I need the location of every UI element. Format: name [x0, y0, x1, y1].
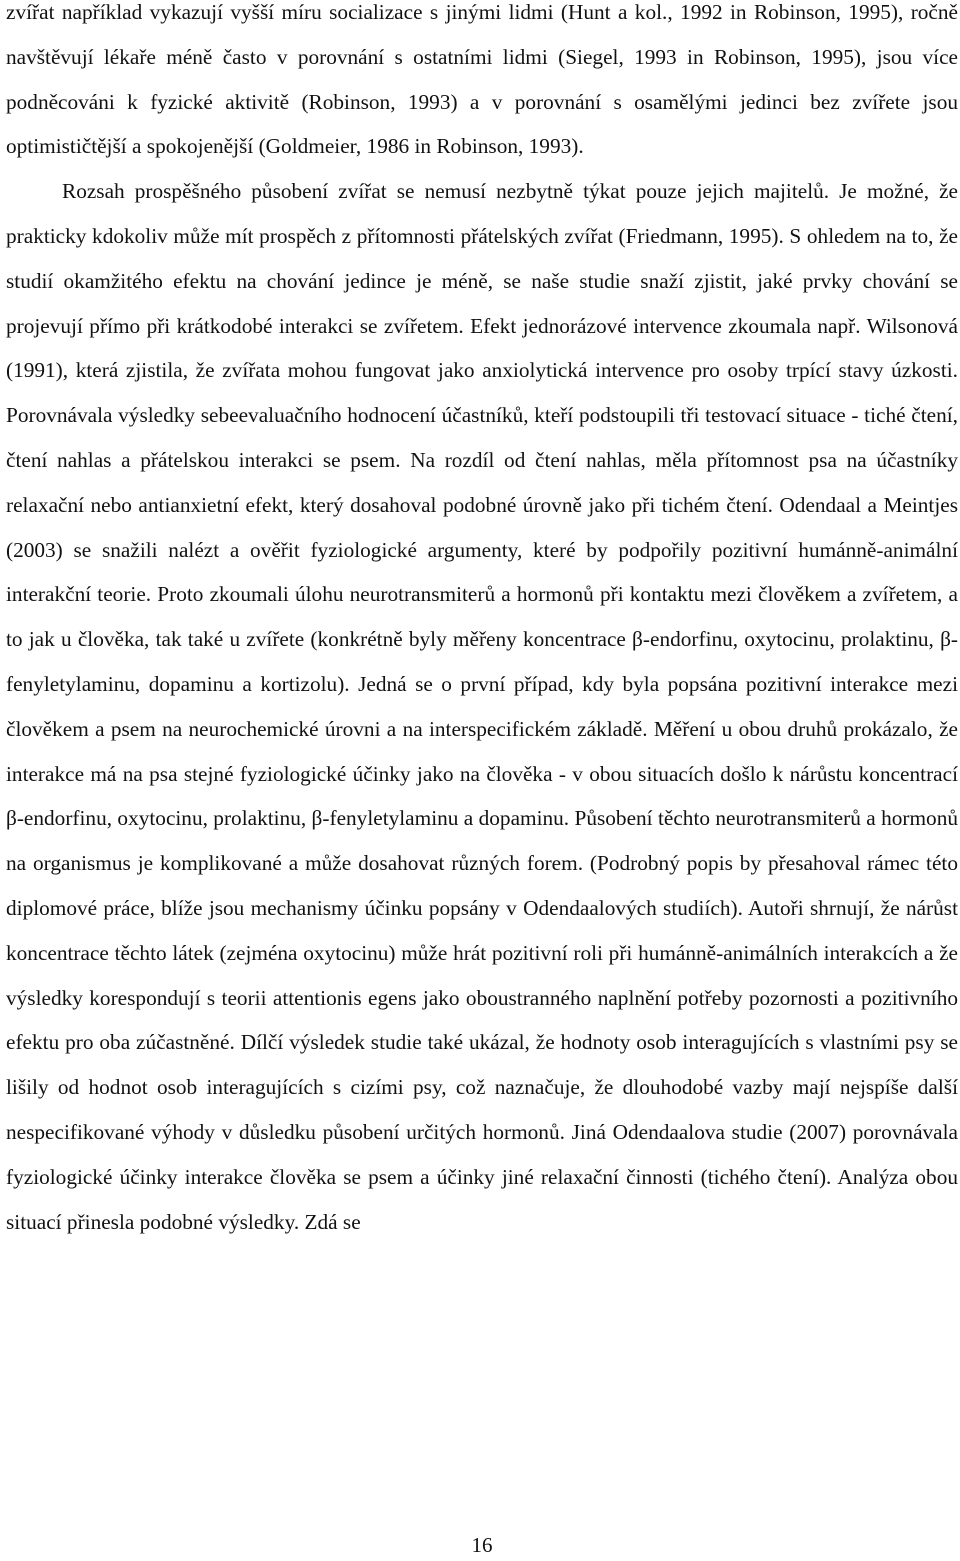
paragraph-main: Rozsah prospěšného působení zvířat se nemusí nezbytně týkat pouze jejich majitelů. Je možné, že prakticky kdokoliv může mít prospěch z přítomnosti přátelských zvířat (Friedmann, 1995). S ohledem na to, že studií okamžitého efektu na chování jedince je méně, se naše studie snaží zjistit, jaké prvky chování se projevují přímo při krátkodobé interakci se zvířetem. Efekt jednorázové intervence zkoumala např. Wilsonová (1991), která zjistila, že zvířata mohou fungovat jako anxiolytická intervence pro osoby trpící stavy úzkosti. Porovnávala výsledky sebeevaluačního hodnocení účastníků, kteří podstoupili tři testovací situace - tiché čtení, čtení nahlas a přátelskou interakci se psem. Na rozdíl od čtení nahlas, měla přítomnost psa na účastníky relaxační nebo antianxietní efekt, který dosahoval podobné úrovně jako při tichém čtení. Odendaal a Meintjes (2003) se snažili nalézt a ověřit fyziologické argumenty, které by podpořily pozitivní humánně-animální interakční teorie. Proto zkoumali úlohu neurotransmiterů a hormonů při kontaktu mezi člověkem a zvířetem, a to jak u člověka, tak také u zvířete (konkrétně byly měřeny koncentrace β-endorfinu, oxytocinu, prolaktinu, β-fenyletylaminu, dopaminu a kortizolu). Jedná se o první případ, kdy byla popsána pozitivní interakce mezi člověkem a psem na neurochemické úrovni a na interspecifickém základě. Měření u obou druhů prokázalo, že interakce má na psa stejné fyziologické účinky jako na člověka - v obou situacích došlo k nárůstu koncentrací β-endorfinu, oxytocinu, prolaktinu, β-fenyletylaminu a dopaminu. Působení těchto neurotransmiterů a hormonů na organismus je komplikované a může dosahovat různých forem. (Podrobný popis by přesahoval rámec této diplomové práce, blíže jsou mechanismy účinku popsány v Odendaalových studiích). Autoři shrnují, že nárůst koncentrace těchto látek (zejména oxytocinu) může hrát pozitivní roli při humánně-animálních interakcích a že výsledky korespondují s teorii attentionis egens jako oboustranného naplnění potřeby pozornosti a pozitivního efektu pro oba zúčastněné. Dílčí výsledek studie také ukázal, že hodnoty osob interagujících s vlastními psy se lišily od hodnot osob interagujících s cizími psy, což naznačuje, že dlouhodobé vazby mají nejspíše další nespecifikované výhody v důsledku působení určitých hormonů. Jiná Odendaalova studie (2007) porovnávala fyziologické účinky interakce člověka se psem a účinky jiné relaxační činnosti (tichého čtení). Analýza obou situací přinesla podobné výsledky. Zdá se [6, 179, 958, 1234]
page-number: 16 [471, 1533, 493, 1557]
document-page [6, 0, 958, 1561]
paragraph-continuation: zvířat například vykazují vyšší míru socializace s jinými lidmi (Hunt a kol., 1992 in Robinson, 1995), ročně navštěvují lékaře méně často v porovnání s ostatními lidmi (Siegel, 1993 in Robinson, 1995), jsou více podněcováni k fyzické aktivitě (Robinson, 1993) a v porovnání s osamělými jedinci bez zvířete jsou optimističtější a spokojenější (Goldmeier, 1986 in Robinson, 1993). [6, 0, 958, 159]
